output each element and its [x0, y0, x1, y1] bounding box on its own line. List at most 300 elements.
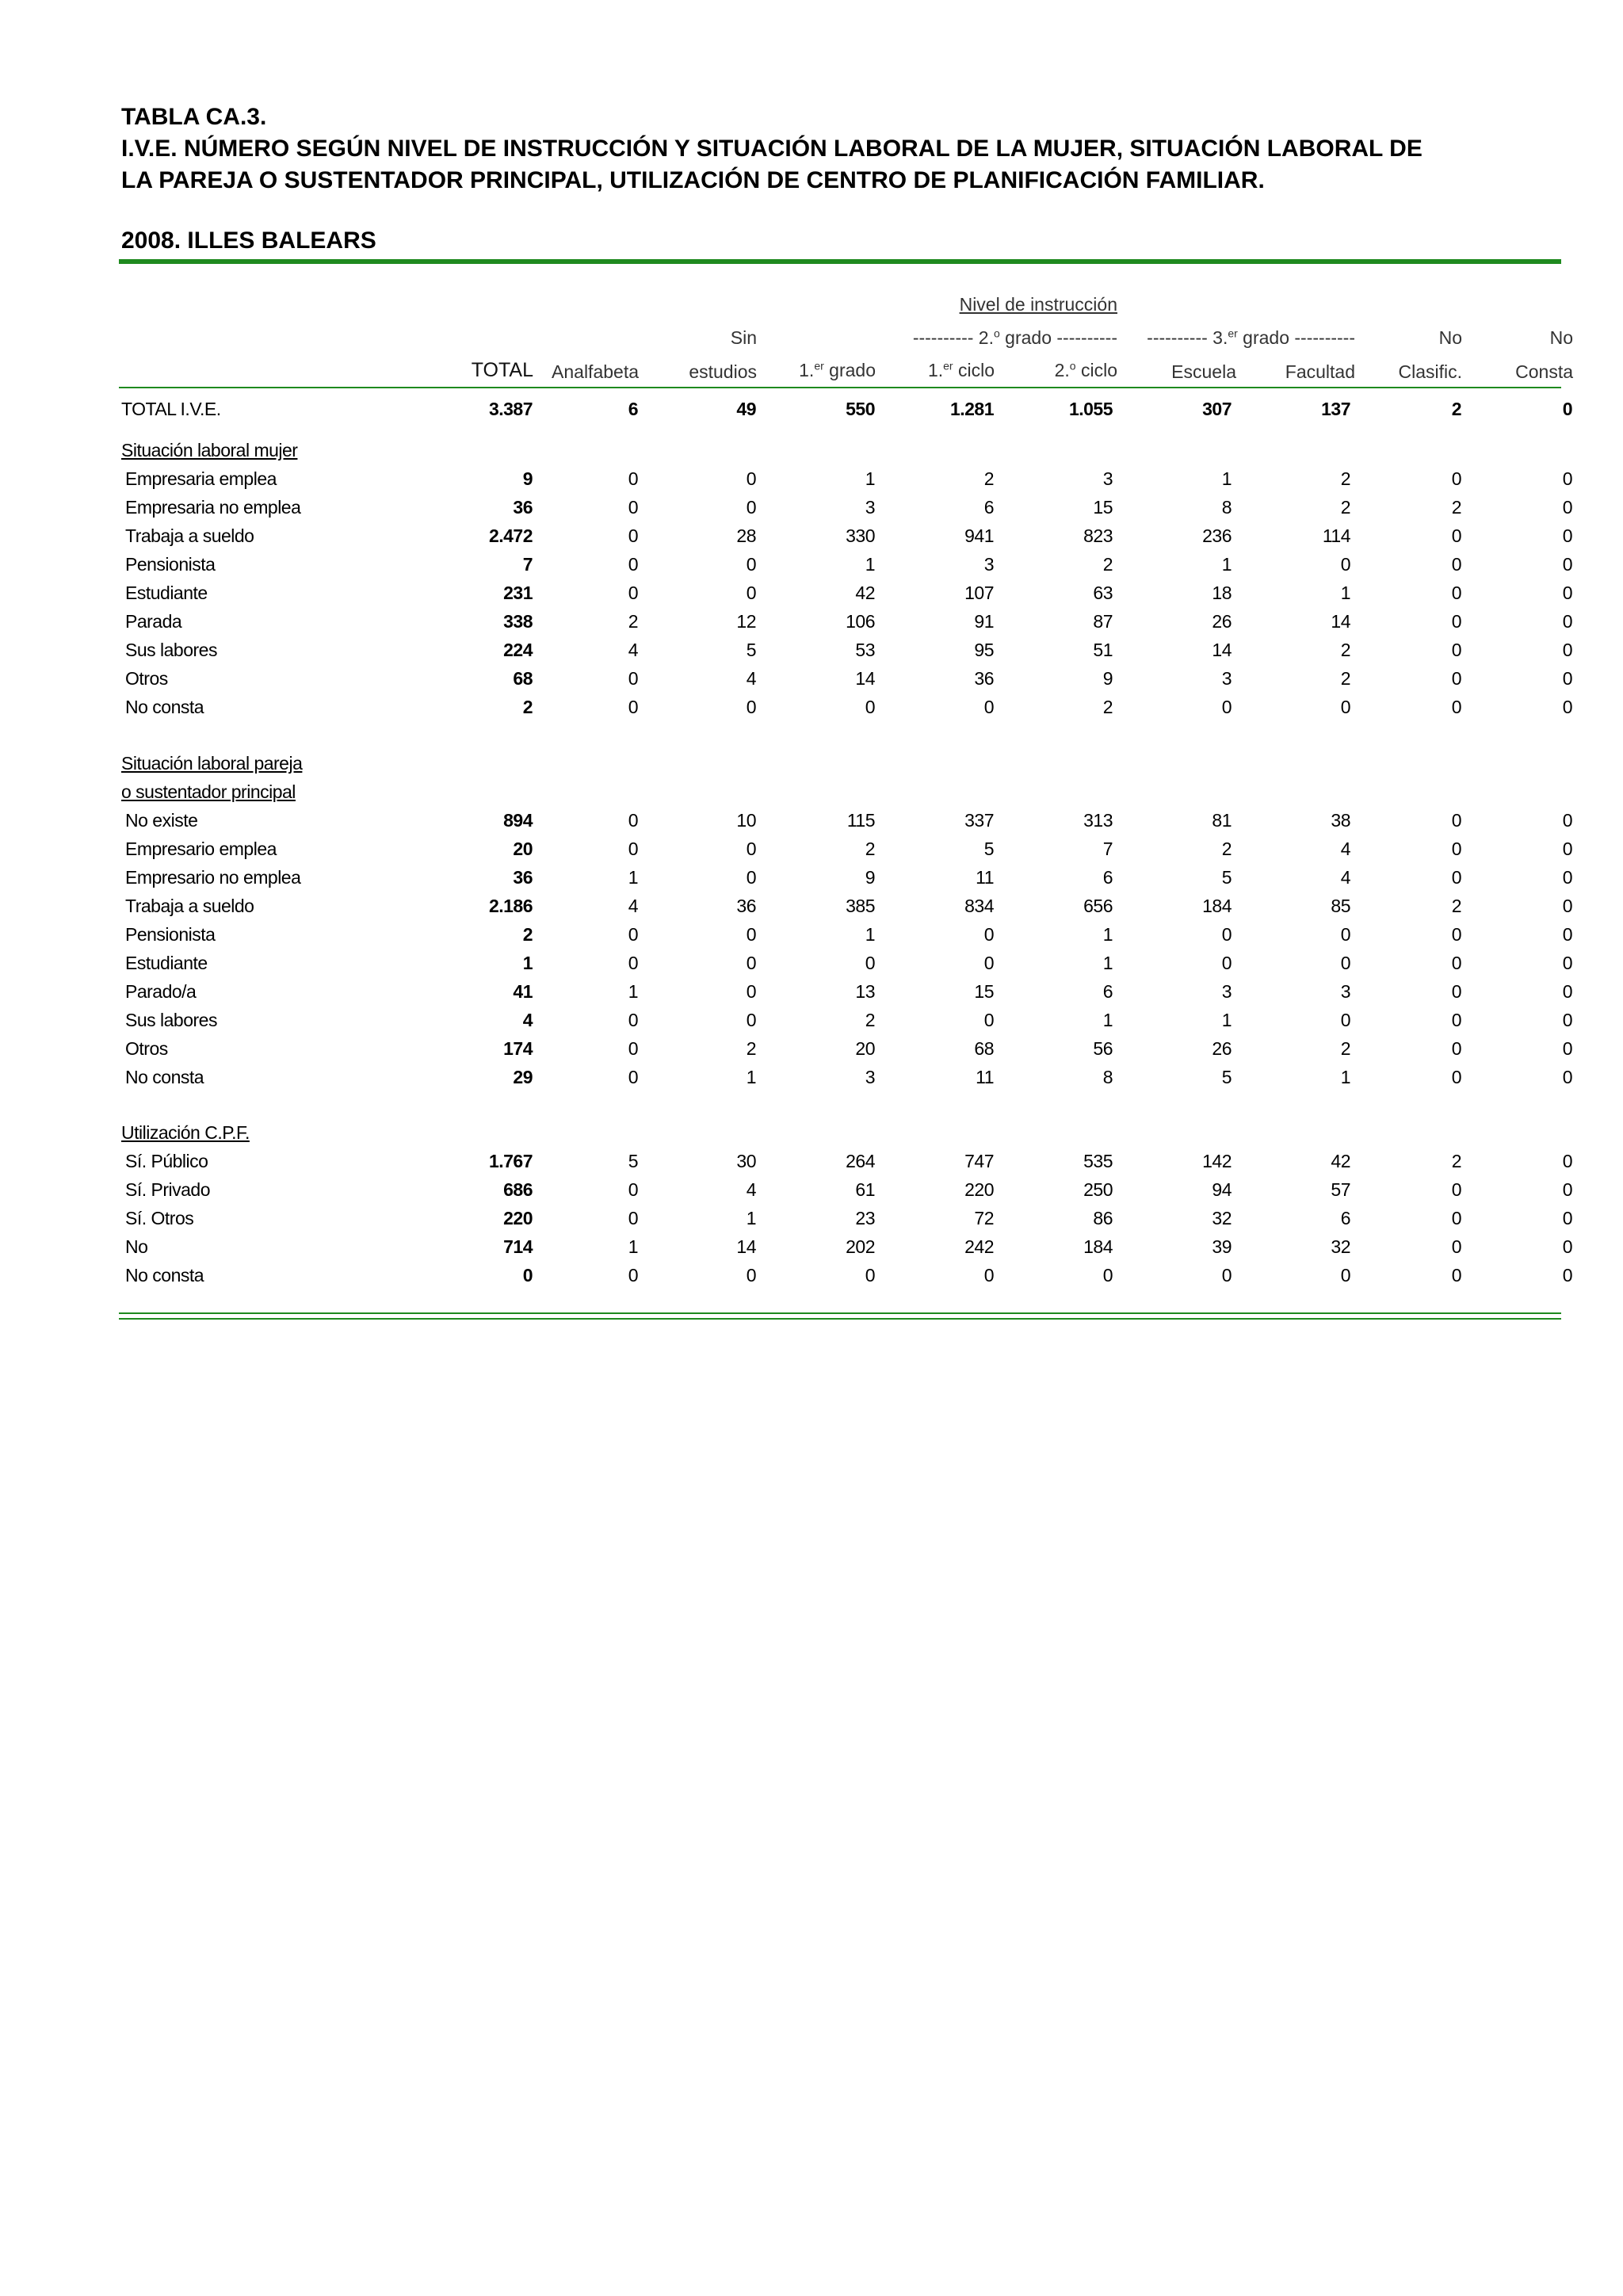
cell-col-1: 0 — [628, 1265, 638, 1286]
cell-col-2: 0 — [746, 839, 756, 859]
cell-col-5: 87 — [1093, 611, 1113, 632]
cell-col-9: 0 — [1562, 1208, 1572, 1228]
cell-col-4: 941 — [964, 525, 994, 546]
cell-col-4: 337 — [964, 810, 994, 831]
table-row — [0, 1232, 1623, 1261]
cell-col-1: 5 — [628, 1151, 638, 1171]
cell-col-9: 0 — [1562, 554, 1572, 575]
cell-col-5: 0 — [1102, 1265, 1113, 1286]
table-row — [0, 1261, 1623, 1289]
cell-col-8: 0 — [1451, 867, 1461, 888]
row-label: Sus labores — [125, 640, 217, 660]
row-label: Otros — [125, 668, 168, 689]
cell-col-2: 14 — [736, 1236, 756, 1257]
cell-col-6: 5 — [1221, 867, 1232, 888]
cell-col-8: 0 — [1451, 1038, 1461, 1059]
cell-col-1: 0 — [628, 1208, 638, 1228]
cell-col-9: 0 — [1562, 1265, 1572, 1286]
cell-col-0: 2.186 — [488, 896, 533, 916]
cell-col-6: 0 — [1221, 1265, 1232, 1286]
table-row — [0, 693, 1623, 721]
cell-col-5: 313 — [1083, 810, 1113, 831]
row-label: Empresario no emplea — [125, 867, 301, 888]
cell-col-9: 0 — [1562, 924, 1572, 945]
cell-col-8: 0 — [1451, 1179, 1461, 1200]
header-col-facultad: Facultad — [1285, 361, 1355, 382]
cell-col-5: 6 — [1102, 867, 1113, 888]
row-label: Empresario emplea — [125, 839, 277, 859]
section-title: o sustentador principal — [121, 781, 296, 802]
top-rule — [119, 259, 1561, 264]
table-row — [0, 464, 1623, 493]
cell-col-3: 1 — [865, 924, 875, 945]
table-row — [0, 1006, 1623, 1034]
table-row — [0, 1204, 1623, 1232]
cell-col-5: 51 — [1093, 640, 1113, 660]
cell-col-0: 174 — [503, 1038, 533, 1059]
row-label: Sí. Público — [125, 1151, 208, 1171]
cell-col-8: 2 — [1451, 497, 1461, 518]
cell-col-9: 0 — [1562, 399, 1572, 419]
cell-col-1: 0 — [628, 1067, 638, 1087]
table-row — [0, 550, 1623, 579]
cell-col-6: 2 — [1221, 839, 1232, 859]
table-row — [0, 607, 1623, 636]
cell-col-7: 114 — [1322, 525, 1350, 546]
cell-col-8: 0 — [1451, 554, 1461, 575]
row-label: Parado/a — [125, 981, 197, 1002]
cell-col-6: 0 — [1221, 697, 1232, 717]
cell-col-3: 1 — [865, 468, 875, 489]
cell-col-1: 0 — [628, 1179, 638, 1200]
cell-col-4: 11 — [976, 867, 994, 888]
header-col-total: TOTAL — [471, 359, 533, 381]
cell-col-5: 8 — [1102, 1067, 1113, 1087]
cell-col-2: 0 — [746, 554, 756, 575]
cell-col-4: 11 — [976, 1067, 994, 1087]
cell-col-9: 0 — [1562, 1038, 1572, 1059]
cell-col-7: 0 — [1340, 924, 1350, 945]
cell-col-4: 6 — [983, 497, 994, 518]
cell-col-6: 14 — [1212, 640, 1232, 660]
cell-col-7: 3 — [1340, 981, 1350, 1002]
cell-col-0: 224 — [503, 640, 533, 660]
cell-col-0: 29 — [513, 1067, 533, 1087]
table-row — [0, 579, 1623, 607]
cell-col-9: 0 — [1562, 1010, 1572, 1030]
cell-col-1: 0 — [628, 1010, 638, 1030]
cell-col-8: 0 — [1451, 924, 1461, 945]
cell-col-7: 2 — [1340, 1038, 1350, 1059]
cell-col-1: 1 — [628, 867, 638, 888]
cell-col-6: 236 — [1202, 525, 1232, 546]
bottom-rule-2 — [119, 1318, 1561, 1320]
cell-col-2: 0 — [746, 924, 756, 945]
cell-col-4: 242 — [964, 1236, 994, 1257]
cell-col-7: 6 — [1340, 1208, 1350, 1228]
cell-col-8: 0 — [1451, 583, 1461, 603]
cell-col-6: 0 — [1221, 953, 1232, 973]
cell-col-4: 5 — [983, 839, 994, 859]
cell-col-4: 68 — [974, 1038, 994, 1059]
cell-col-9: 0 — [1562, 810, 1572, 831]
cell-col-0: 1.767 — [488, 1151, 533, 1171]
cell-col-3: 115 — [846, 810, 875, 831]
cell-col-0: 2 — [522, 924, 533, 945]
cell-col-0: 1 — [522, 953, 533, 973]
cell-col-6: 26 — [1212, 1038, 1232, 1059]
table-row — [0, 949, 1623, 977]
cell-col-8: 0 — [1451, 525, 1461, 546]
cell-col-1: 4 — [628, 640, 638, 660]
total-row — [0, 395, 1623, 423]
table-row — [0, 1147, 1623, 1175]
cell-col-6: 81 — [1212, 810, 1232, 831]
cell-col-2: 1 — [746, 1208, 756, 1228]
cell-col-1: 0 — [628, 497, 638, 518]
cell-col-0: 220 — [503, 1208, 533, 1228]
cell-col-8: 2 — [1451, 1151, 1461, 1171]
cell-col-7: 1 — [1340, 583, 1350, 603]
cell-col-8: 0 — [1451, 697, 1461, 717]
cell-col-9: 0 — [1562, 867, 1572, 888]
cell-col-2: 0 — [746, 583, 756, 603]
table-row — [0, 835, 1623, 863]
cell-col-6: 94 — [1212, 1179, 1232, 1200]
cell-col-4: 95 — [974, 640, 994, 660]
cell-col-1: 0 — [628, 554, 638, 575]
cell-col-7: 85 — [1331, 896, 1350, 916]
cell-col-3: 550 — [846, 399, 875, 419]
cell-col-8: 0 — [1451, 1208, 1461, 1228]
header-col-segundo-ciclo: 2.$^o$ ciclo — [1054, 359, 1117, 380]
cell-col-4: 1.281 — [949, 399, 994, 419]
header-col-primer-ciclo: 1.$^{er}$ ciclo — [927, 359, 995, 380]
cell-col-2: 0 — [746, 953, 756, 973]
cell-col-5: 3 — [1102, 468, 1113, 489]
cell-col-8: 0 — [1451, 1265, 1461, 1286]
cell-col-2: 10 — [736, 810, 756, 831]
cell-col-0: 2 — [522, 697, 533, 717]
cell-col-3: 3 — [865, 497, 875, 518]
cell-col-6: 1 — [1221, 554, 1232, 575]
cell-col-8: 0 — [1451, 981, 1461, 1002]
cell-col-5: 15 — [1093, 497, 1113, 518]
section-title: Situación laboral mujer — [121, 440, 298, 460]
cell-col-1: 0 — [628, 953, 638, 973]
cell-col-1: 4 — [628, 896, 638, 916]
cell-col-3: 3 — [865, 1067, 875, 1087]
cell-col-3: 106 — [846, 611, 875, 632]
cell-col-5: 535 — [1083, 1151, 1113, 1171]
cell-col-3: 13 — [855, 981, 875, 1002]
cell-col-9: 0 — [1562, 697, 1572, 717]
cell-col-4: 0 — [983, 697, 994, 717]
cell-col-0: 68 — [513, 668, 533, 689]
cell-col-9: 0 — [1562, 640, 1572, 660]
cell-col-1: 6 — [628, 399, 638, 419]
cell-col-7: 0 — [1340, 554, 1350, 575]
cell-col-7: 0 — [1340, 953, 1350, 973]
row-label: No consta — [125, 1265, 204, 1286]
cell-col-7: 2 — [1340, 468, 1350, 489]
cell-col-4: 747 — [964, 1151, 994, 1171]
cell-col-6: 18 — [1212, 583, 1232, 603]
header-col-primer-grado: 1.$^{er}$ grado — [799, 359, 876, 380]
header-col-clasific: Clasific. — [1398, 361, 1462, 382]
row-label: Empresaria emplea — [125, 468, 277, 489]
cell-col-6: 3 — [1221, 668, 1232, 689]
cell-col-7: 42 — [1331, 1151, 1350, 1171]
cell-col-3: 20 — [855, 1038, 875, 1059]
table-row — [0, 920, 1623, 949]
cell-col-5: 823 — [1083, 525, 1113, 546]
cell-col-5: 1 — [1102, 953, 1113, 973]
row-label: Pensionista — [125, 554, 216, 575]
cell-col-7: 2 — [1340, 668, 1350, 689]
cell-col-3: 42 — [855, 583, 875, 603]
cell-col-8: 0 — [1451, 839, 1461, 859]
cell-col-3: 23 — [855, 1208, 875, 1228]
cell-col-8: 2 — [1451, 896, 1461, 916]
table-row — [0, 806, 1623, 835]
row-label: Sí. Otros — [125, 1208, 194, 1228]
cell-col-3: 61 — [855, 1179, 875, 1200]
row-label: No consta — [125, 1067, 204, 1087]
cell-col-3: 2 — [865, 1010, 875, 1030]
header-col-escuela: Escuela — [1171, 361, 1236, 382]
cell-col-2: 30 — [736, 1151, 756, 1171]
cell-col-8: 0 — [1451, 1236, 1461, 1257]
cell-col-4: 0 — [983, 924, 994, 945]
cell-col-3: 0 — [865, 697, 875, 717]
cell-col-3: 330 — [846, 525, 875, 546]
cell-col-2: 4 — [746, 668, 756, 689]
cell-col-0: 36 — [513, 497, 533, 518]
cell-col-5: 63 — [1093, 583, 1113, 603]
cell-col-7: 0 — [1340, 1010, 1350, 1030]
cell-col-7: 0 — [1340, 1265, 1350, 1286]
cell-col-2: 0 — [746, 867, 756, 888]
row-label: Parada — [125, 611, 182, 632]
cell-col-6: 184 — [1202, 896, 1232, 916]
cell-col-3: 9 — [865, 867, 875, 888]
cell-col-4: 0 — [983, 1010, 994, 1030]
header-col-noclasif-top: No — [1438, 327, 1462, 348]
header-col-analfabeta: Analfabeta — [552, 361, 639, 382]
row-label: Estudiante — [125, 953, 208, 973]
cell-col-8: 0 — [1451, 611, 1461, 632]
cell-col-8: 0 — [1451, 1067, 1461, 1087]
table-row — [0, 892, 1623, 920]
table-row — [0, 977, 1623, 1006]
cell-col-1: 0 — [628, 1038, 638, 1059]
cell-col-8: 0 — [1451, 468, 1461, 489]
cell-col-8: 0 — [1451, 668, 1461, 689]
cell-col-8: 0 — [1451, 1010, 1461, 1030]
cell-col-5: 250 — [1083, 1179, 1113, 1200]
row-label: Otros — [125, 1038, 168, 1059]
header-second-grade: ---------- 2.$^o$ grado ---------- — [912, 327, 1117, 348]
cell-col-0: 0 — [522, 1265, 533, 1286]
row-label: Trabaja a sueldo — [125, 525, 254, 546]
header-col-estudios: estudios — [689, 361, 757, 382]
cell-col-2: 5 — [746, 640, 756, 660]
cell-col-5: 1 — [1102, 1010, 1113, 1030]
cell-col-4: 36 — [974, 668, 994, 689]
cell-col-5: 56 — [1093, 1038, 1113, 1059]
cell-col-4: 91 — [974, 611, 994, 632]
cell-col-0: 231 — [503, 583, 533, 603]
cell-col-0: 894 — [503, 810, 533, 831]
cell-col-9: 0 — [1562, 525, 1572, 546]
cell-col-5: 9 — [1102, 668, 1113, 689]
section-title: Situación laboral pareja — [121, 753, 303, 774]
row-label: TOTAL I.V.E. — [121, 399, 221, 419]
cell-col-6: 307 — [1202, 399, 1232, 419]
cell-col-2: 0 — [746, 697, 756, 717]
cell-col-5: 7 — [1102, 839, 1113, 859]
cell-col-6: 8 — [1221, 497, 1232, 518]
cell-col-2: 2 — [746, 1038, 756, 1059]
header-third-grade: ---------- 3.$^{er}$ grado ---------- — [1147, 327, 1355, 348]
header-rule — [119, 387, 1561, 388]
row-label: Pensionista — [125, 924, 216, 945]
header-col-consta: Consta — [1515, 361, 1573, 382]
table-subtitle: 2008. ILLES BALEARS — [121, 227, 376, 254]
cell-col-4: 2 — [983, 468, 994, 489]
cell-col-3: 385 — [846, 896, 875, 916]
cell-col-5: 1.055 — [1068, 399, 1113, 419]
cell-col-8: 0 — [1451, 810, 1461, 831]
cell-col-9: 0 — [1562, 1067, 1572, 1087]
row-label: No consta — [125, 697, 204, 717]
cell-col-7: 32 — [1331, 1236, 1350, 1257]
cell-col-1: 0 — [628, 839, 638, 859]
cell-col-4: 107 — [964, 583, 994, 603]
cell-col-5: 6 — [1102, 981, 1113, 1002]
cell-col-1: 0 — [628, 924, 638, 945]
cell-col-2: 36 — [736, 896, 756, 916]
cell-col-6: 39 — [1212, 1236, 1232, 1257]
cell-col-1: 0 — [628, 697, 638, 717]
cell-col-1: 2 — [628, 611, 638, 632]
row-label: Sí. Privado — [125, 1179, 210, 1200]
header-col-sin-top: Sin — [730, 327, 757, 348]
cell-col-7: 38 — [1331, 810, 1350, 831]
cell-col-9: 0 — [1562, 839, 1572, 859]
cell-col-0: 686 — [503, 1179, 533, 1200]
cell-col-6: 3 — [1221, 981, 1232, 1002]
cell-col-6: 1 — [1221, 1010, 1232, 1030]
table-row — [0, 863, 1623, 892]
cell-col-3: 202 — [846, 1236, 875, 1257]
cell-col-1: 0 — [628, 468, 638, 489]
cell-col-0: 20 — [513, 839, 533, 859]
cell-col-4: 0 — [983, 1265, 994, 1286]
title-line-3: LA PAREJA O SUSTENTADOR PRINCIPAL, UTILIZACIÓN DE CENTRO DE PLANIFICACIÓN FAMILIAR. — [121, 167, 1265, 193]
cell-col-4: 220 — [964, 1179, 994, 1200]
cell-col-1: 0 — [628, 583, 638, 603]
table-row — [0, 636, 1623, 664]
cell-col-7: 14 — [1331, 611, 1350, 632]
cell-col-9: 0 — [1562, 583, 1572, 603]
cell-col-2: 0 — [746, 1010, 756, 1030]
cell-col-3: 1 — [865, 554, 875, 575]
cell-col-0: 7 — [522, 554, 533, 575]
cell-col-3: 2 — [865, 839, 875, 859]
cell-col-0: 338 — [503, 611, 533, 632]
title-line-1: TABLA CA.3. — [121, 104, 267, 130]
cell-col-7: 1 — [1340, 1067, 1350, 1087]
cell-col-0: 9 — [522, 468, 533, 489]
cell-col-2: 0 — [746, 1265, 756, 1286]
table-row — [0, 664, 1623, 693]
cell-col-7: 4 — [1340, 867, 1350, 888]
cell-col-5: 1 — [1102, 924, 1113, 945]
bottom-rule-1 — [119, 1312, 1561, 1314]
cell-col-6: 142 — [1202, 1151, 1232, 1171]
cell-col-7: 0 — [1340, 697, 1350, 717]
cell-col-5: 656 — [1083, 896, 1113, 916]
section-title: Utilización C.P.F. — [121, 1122, 250, 1143]
cell-col-7: 2 — [1340, 640, 1350, 660]
cell-col-3: 0 — [865, 953, 875, 973]
cell-col-6: 32 — [1212, 1208, 1232, 1228]
cell-col-9: 0 — [1562, 981, 1572, 1002]
cell-col-1: 0 — [628, 525, 638, 546]
cell-col-3: 0 — [865, 1265, 875, 1286]
cell-col-9: 0 — [1562, 1236, 1572, 1257]
header-col-noconsta-top: No — [1549, 327, 1573, 348]
row-label: No existe — [125, 810, 198, 831]
cell-col-6: 26 — [1212, 611, 1232, 632]
cell-col-3: 53 — [855, 640, 875, 660]
cell-col-9: 0 — [1562, 468, 1572, 489]
table-row — [0, 1063, 1623, 1091]
cell-col-7: 2 — [1340, 497, 1350, 518]
cell-col-7: 4 — [1340, 839, 1350, 859]
table-row — [0, 521, 1623, 550]
cell-col-5: 2 — [1102, 697, 1113, 717]
cell-col-7: 57 — [1331, 1179, 1350, 1200]
cell-col-4: 72 — [974, 1208, 994, 1228]
cell-col-2: 0 — [746, 468, 756, 489]
table-title — [121, 101, 1571, 197]
cell-col-9: 0 — [1562, 1151, 1572, 1171]
row-label: Estudiante — [125, 583, 208, 603]
cell-col-3: 14 — [855, 668, 875, 689]
cell-col-9: 0 — [1562, 1179, 1572, 1200]
cell-col-6: 0 — [1221, 924, 1232, 945]
cell-col-3: 264 — [846, 1151, 875, 1171]
cell-col-4: 0 — [983, 953, 994, 973]
cell-col-7: 137 — [1321, 399, 1350, 419]
cell-col-8: 0 — [1451, 953, 1461, 973]
cell-col-2: 49 — [736, 399, 756, 419]
cell-col-9: 0 — [1562, 953, 1572, 973]
cell-col-2: 0 — [746, 981, 756, 1002]
cell-col-5: 184 — [1083, 1236, 1113, 1257]
row-label: Empresaria no emplea — [125, 497, 301, 518]
cell-col-2: 1 — [746, 1067, 756, 1087]
cell-col-5: 86 — [1093, 1208, 1113, 1228]
cell-col-4: 3 — [983, 554, 994, 575]
cell-col-4: 15 — [974, 981, 994, 1002]
cell-col-6: 5 — [1221, 1067, 1232, 1087]
table-row — [0, 1034, 1623, 1063]
title-line-2: I.V.E. NÚMERO SEGÚN NIVEL DE INSTRUCCIÓN Y SITUACIÓN LABORAL DE LA MUJER, SITUACIÓN LABORAL DE — [121, 136, 1423, 162]
